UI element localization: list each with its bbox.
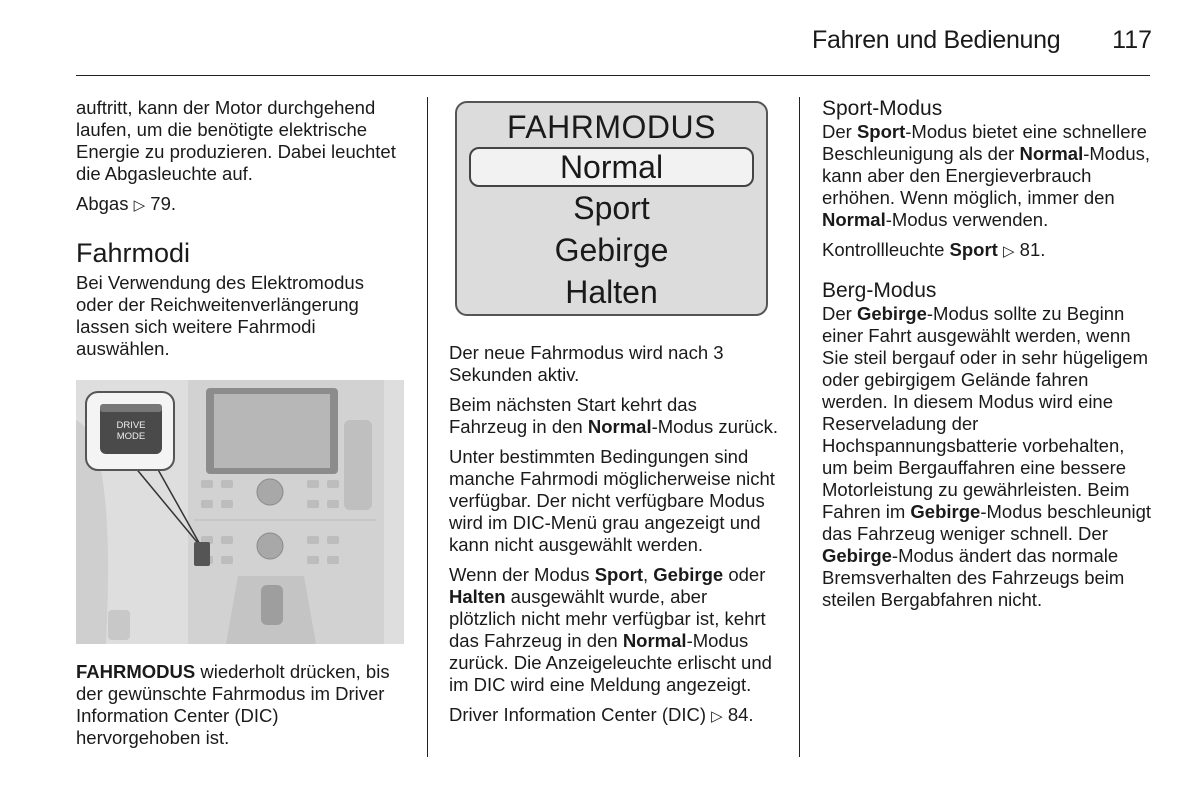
dic-title: FAHRMODUS [507,109,716,145]
dic-item-halten: Halten [565,274,658,310]
paragraph: Unter bestimmten Bedingungen sind manche Fahrmodi möglicherweise nicht verfügbar. Der nicht verfügbare Modus wird im DIC-Menü grau angezeigt und kann nicht ausgewählt werden. [449,446,775,555]
page-header-title: Fahren und Bedienung [812,26,1061,54]
cross-reference: Abgas ▷ 79. [76,193,177,214]
right-column [822,97,1152,619]
dic-item-normal: Normal [469,147,754,187]
left-column-lower [76,661,406,757]
paragraph: auftritt, kann der Motor durchgehend laufen, um die benötigte elektrische Energie zu produzieren. Dabei leuchtet die Abgasleuchte auf. [76,97,396,184]
paragraph: Bei Verwendung des Elektromodus oder der Reichweitenverlängerung lassen sich weitere Fahrmodi auswählen. [76,272,364,359]
reference-arrow-icon: ▷ [711,708,723,725]
cross-reference-page[interactable]: 84. [727,704,754,725]
subsection-heading-berg: Berg-Modus [822,279,937,302]
dashboard-photo [76,380,404,644]
left-column [76,97,406,368]
cross-reference-page[interactable]: 79. [150,193,177,214]
header-divider [76,75,1150,76]
reference-arrow-icon: ▷ [1002,243,1015,260]
column-divider-left [427,97,428,757]
page-number: 117 [1112,26,1152,54]
drive-mode-button-label: DRIVE MODE [116,420,146,442]
cross-reference: Driver Information Center (DIC) ▷ 84. [449,704,754,725]
dic-display [455,101,768,316]
paragraph: Beim nächsten Start kehrt das Fahrzeug in den Normal-Modus zurück. [449,394,779,437]
cross-reference: Kontrollleuchte Sport ▷ 81. [822,239,1046,260]
paragraph: Der Sport-Modus bietet eine schnellere Beschleunigung als der Normal-Modus, kann aber den Energieverbrauch erhöhen. Wenn möglich, immer den Normal-Modus verwenden. [822,121,1151,230]
subsection-heading-sport: Sport-Modus [822,97,943,120]
cross-reference-page[interactable]: 81. [1019,239,1046,260]
column-divider-right [799,97,800,757]
paragraph: Der Gebirge-Modus sollte zu Beginn einer Fahrt ausgewählt werden, wenn Sie steil bergauf oder in sehr hügeligem oder gebirgigem Gelände fahren werden. In diesem Modus wird eine Reserveladung der Hochspannungsbatterie vorbehalten, um beim Bergauffahren eine bessere Motorleistung zu gewährleisten. Beim Fahren im Gebirge-Modus beschleunigt das Fahrzeug weniger schnell. Der Gebirge-Modus ändert das normale Bremsverhalten des Fahrzeugs beim steilen Bergabfahren nicht. [822,303,1152,610]
paragraph: FAHRMODUS wiederholt drücken, bis der gewünschte Fahrmodus im Driver Information Center (DIC) hervorgehoben ist. [76,661,390,748]
dic-item-sport: Sport [573,190,650,226]
paragraph: Der neue Fahrmodus wird nach 3 Sekunden aktiv. [449,342,724,385]
section-heading: Fahrmodi [76,238,191,268]
dic-item-gebirge: Gebirge [554,232,669,268]
middle-column [449,342,779,736]
paragraph: Wenn der Modus Sport, Gebirge oder Halten ausgewählt wurde, aber plötzlich nicht mehr verfügbar ist, kehrt das Fahrzeug in den Normal-Modus zurück. Die Anzeigeleuchte erlischt und im DIC wird eine Meldung angezeigt. [449,564,772,695]
reference-arrow-icon: ▷ [133,197,146,214]
